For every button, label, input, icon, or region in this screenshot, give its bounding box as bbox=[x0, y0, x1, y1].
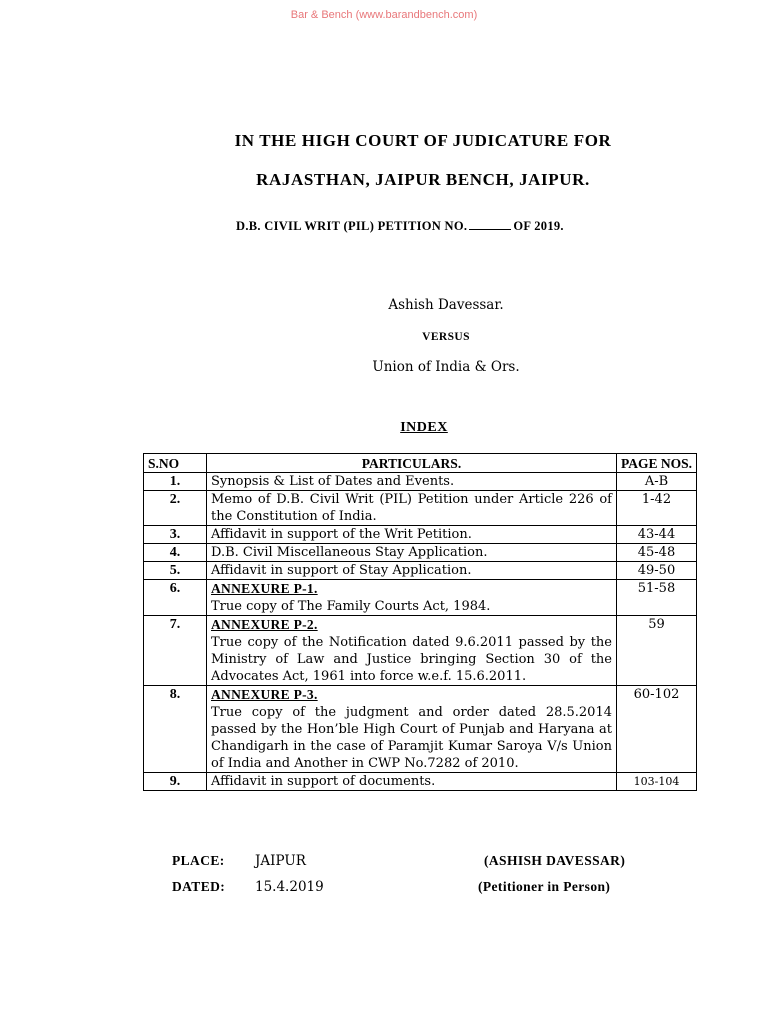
index-header-row bbox=[144, 454, 697, 473]
dated-label: DATED: bbox=[172, 879, 226, 894]
row-particulars bbox=[207, 491, 617, 526]
table-row bbox=[144, 773, 697, 791]
row-sno: 6. bbox=[144, 580, 207, 616]
court-title-line-1: IN THE HIGH COURT OF JUDICATURE FOR bbox=[234, 131, 612, 150]
table-row bbox=[144, 491, 697, 526]
row-annexure-label: ANNEXURE P-2. bbox=[211, 617, 318, 632]
row-pages: 59 bbox=[617, 616, 697, 686]
place-value: JAIPUR bbox=[255, 853, 306, 869]
row-text: Synopsis & List of Dates and Events. bbox=[211, 474, 455, 489]
row-text: Affidavit in support of documents. bbox=[211, 774, 436, 789]
row-particulars bbox=[207, 562, 617, 580]
petition-suffix: OF 2019. bbox=[513, 219, 564, 233]
row-particulars bbox=[207, 544, 617, 562]
row-pages: 49-50 bbox=[617, 562, 697, 580]
row-annexure-label: ANNEXURE P-3. bbox=[211, 687, 318, 702]
row-particulars bbox=[207, 616, 617, 686]
dated-value: 15.4.2019 bbox=[255, 879, 324, 895]
row-text: Affidavit in support of Stay Application. bbox=[211, 563, 472, 578]
row-text: True copy of the judgment and order dated 28.5.2014 passed by the Hon’ble High Court of Punjab and Haryana at Chandigarh in the case of Paramjit Kumar Saroya V/s Union of India and Another in CWP No.7282 of 2010. bbox=[211, 705, 612, 771]
row-particulars bbox=[207, 526, 617, 544]
table-row bbox=[144, 526, 697, 544]
versus-label: VERSUS bbox=[422, 331, 470, 343]
signatory-name: (ASHISH DAVESSAR) bbox=[484, 853, 626, 868]
row-pages: 60-102 bbox=[617, 686, 697, 773]
row-text: True copy of The Family Courts Act, 1984. bbox=[211, 599, 491, 614]
row-particulars bbox=[207, 580, 617, 616]
row-sno: 1. bbox=[144, 473, 207, 491]
row-sno: 7. bbox=[144, 616, 207, 686]
row-sno: 5. bbox=[144, 562, 207, 580]
row-sno: 9. bbox=[144, 773, 207, 791]
table-row bbox=[144, 562, 697, 580]
table-row bbox=[144, 473, 697, 491]
row-particulars bbox=[207, 773, 617, 791]
row-text: D.B. Civil Miscellaneous Stay Application. bbox=[211, 545, 488, 560]
watermark: Bar & Bench (www.barandbench.com) bbox=[290, 9, 478, 21]
row-pages: 43-44 bbox=[617, 526, 697, 544]
index-table bbox=[143, 453, 697, 791]
row-sno: 8. bbox=[144, 686, 207, 773]
respondent-name: Union of India & Ors. bbox=[372, 359, 520, 375]
petition-number bbox=[236, 219, 564, 234]
table-row bbox=[144, 616, 697, 686]
header-particulars: PARTICULARS. bbox=[207, 454, 617, 473]
table-row bbox=[144, 686, 697, 773]
index-table-body bbox=[144, 473, 697, 791]
row-text: Affidavit in support of the Writ Petition. bbox=[211, 527, 472, 542]
court-title-line-2: RAJASTHAN, JAIPUR BENCH, JAIPUR. bbox=[256, 170, 590, 189]
table-row bbox=[144, 544, 697, 562]
row-annexure-label: ANNEXURE P-1. bbox=[211, 581, 318, 596]
row-particulars bbox=[207, 686, 617, 773]
row-sno: 2. bbox=[144, 491, 207, 526]
petition-number-blank bbox=[469, 219, 511, 230]
row-text: Memo of D.B. Civil Writ (PIL) Petition under Article 226 of the Constitution of India. bbox=[211, 492, 612, 524]
petition-prefix: D.B. CIVIL WRIT (PIL) PETITION NO. bbox=[236, 219, 468, 233]
row-pages: 45-48 bbox=[617, 544, 697, 562]
place-label: PLACE: bbox=[172, 853, 225, 868]
row-particulars bbox=[207, 473, 617, 491]
header-page-nos: PAGE NOS. bbox=[617, 454, 697, 473]
row-pages: 103-104 bbox=[617, 773, 697, 791]
row-sno: 4. bbox=[144, 544, 207, 562]
petitioner-name: Ashish Davessar. bbox=[388, 297, 504, 313]
row-sno: 3. bbox=[144, 526, 207, 544]
header-sno: S.NO bbox=[144, 454, 207, 473]
row-pages: 51-58 bbox=[617, 580, 697, 616]
signatory-role: (Petitioner in Person) bbox=[478, 879, 611, 894]
row-pages: 1-42 bbox=[617, 491, 697, 526]
row-text: True copy of the Notification dated 9.6.2011 passed by the Ministry of Law and Justice bringing Section 30 of the Advocates Act, 1961 into force w.e.f. 15.6.2011. bbox=[211, 635, 612, 684]
index-title: INDEX bbox=[400, 420, 448, 435]
row-pages: A-B bbox=[617, 473, 697, 491]
table-row bbox=[144, 580, 697, 616]
